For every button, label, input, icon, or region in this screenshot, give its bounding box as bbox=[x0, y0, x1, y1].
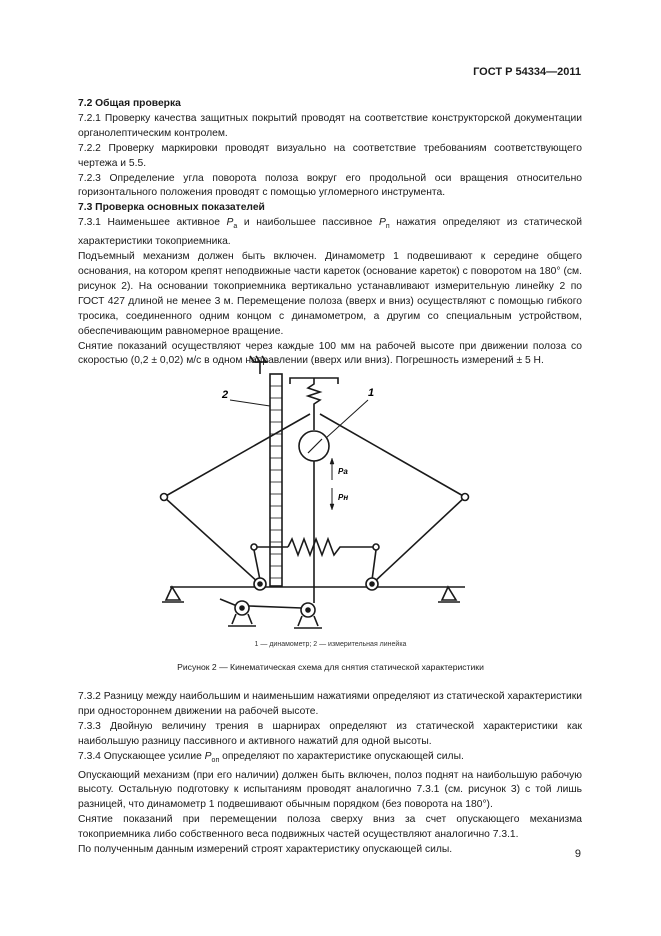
paragraph-lowering-mechanism: Опускающий механизм (при его наличии) должен быть включен, полоз поднят на наибольшую рабочую высоту. Остальную подготовку к испытаниям проводят аналогично 7.3.1 (см. рисунок 3) с той лишь разницей, что динамометр 1 подвешивают обычным порядком (без поворота на 180°). bbox=[78, 769, 582, 811]
label-pn: Pн bbox=[338, 493, 349, 502]
left-hinge bbox=[161, 494, 168, 501]
figure-legend: 1 — динамометр; 2 — измерительная линейка bbox=[254, 641, 407, 648]
ruler-ticks bbox=[270, 386, 282, 578]
paragraph-readings: Снятие показаний осуществляют через каждые 100 мм на рабочей высоте при движении полоза со скоростью (0,2 ± 0,02) м/с в одном направлении (вверх или вниз). Погрешность измерений ± 5 Н. bbox=[78, 340, 582, 367]
paragraph-7-2-1: 7.2.1 Проверку качества защитных покрытий проводят на соответствие конструкторской документации органолептическим контролем. bbox=[78, 112, 582, 139]
paragraph-build-characteristic: По полученным данным измерений строят характеристику опускающей силы. bbox=[78, 844, 453, 856]
paragraph-7-3-3: 7.3.3 Двойную величину трения в шарнирах определяют из статической характеристики как наибольшую разницу пассивного и активного нажатий для одной высоты. bbox=[78, 720, 582, 747]
paragraph-7-3-1: 7.3.1 Наименьшее активное $P_а$ и наибольшее пассивное $P_п$ нажатия определяют из статической характеристики токоприемника. bbox=[78, 217, 582, 248]
paragraph-7-3-4: 7.3.4 Опускающее усилие $P_{оп}$ определяют по характеристике опускающей силы. bbox=[78, 750, 464, 764]
top-spring bbox=[308, 378, 320, 412]
right-hinge bbox=[462, 494, 469, 501]
document-id-header: ГОСТ Р 54334—2011 bbox=[473, 66, 581, 78]
label-ruler-number: 2 bbox=[222, 389, 229, 401]
left-lower-arm bbox=[164, 497, 260, 584]
page-number: 9 bbox=[574, 848, 581, 860]
paragraph-7-2-2: 7.2.2 Проверку маркировки проводят визуально на соответствие требованиям соответствующего чертежа и 5.5. bbox=[78, 142, 582, 169]
left-support bbox=[166, 587, 180, 600]
right-lower-arm bbox=[372, 497, 465, 584]
text-block-top bbox=[78, 97, 582, 369]
dynamometer-dial bbox=[299, 431, 329, 461]
carriage-spring bbox=[288, 539, 376, 555]
paragraph-7-3-2: 7.3.2 Разницу между наибольшим и наименьшим нажатиями определяют из статической характеристики при одностороннем движении на рабочей высоте. bbox=[78, 691, 582, 717]
kinematic-diagram bbox=[150, 352, 480, 642]
text-block-bottom bbox=[78, 690, 582, 858]
label-pa: Pа bbox=[338, 467, 348, 476]
paragraph-readings-lowering: Снятие показаний при перемещении полоза сверху вниз за счет опускающего механизма токоприемника либо собственного веса подвижных частей осуществляют аналогично 7.3.1. bbox=[78, 814, 582, 841]
paragraph-lifting-mechanism: Подъемный механизм должен быть включен. Динамометр 1 подвешивают к середине общего основания, на котором крепят неподвижные части кареток (основание кареток) с поворотом на 180° (см. рисунок 2). На основании токоприемника вертикально устанавливают измерительную линейку 2 по ГОСТ 427 длиной не менее 3 м. Перемещение полоза (вверх и вниз) осуществляют с помощью гибкого тросика, соединенного одним концом с динамометром, а другим со специальным устройством, обеспечивающим равномерное вращение. bbox=[78, 251, 582, 337]
heading-7-3: 7.3 Проверка основных показателей bbox=[78, 202, 265, 214]
figure-caption: Рисунок 2 — Кинематическая схема для снятия статической характеристики bbox=[177, 662, 484, 672]
paragraph-7-2-3: 7.2.3 Определение угла поворота полоза вокруг его продольной оси вращения относительно горизонтального положения проводят с помощью угломерного инструмента. bbox=[78, 172, 582, 199]
right-upper-arm bbox=[320, 414, 465, 497]
heading-7-2: 7.2 Общая проверка bbox=[78, 98, 181, 109]
label-dynamometer-number: 1 bbox=[368, 387, 375, 399]
right-support bbox=[442, 587, 456, 600]
left-upper-arm bbox=[164, 414, 310, 497]
